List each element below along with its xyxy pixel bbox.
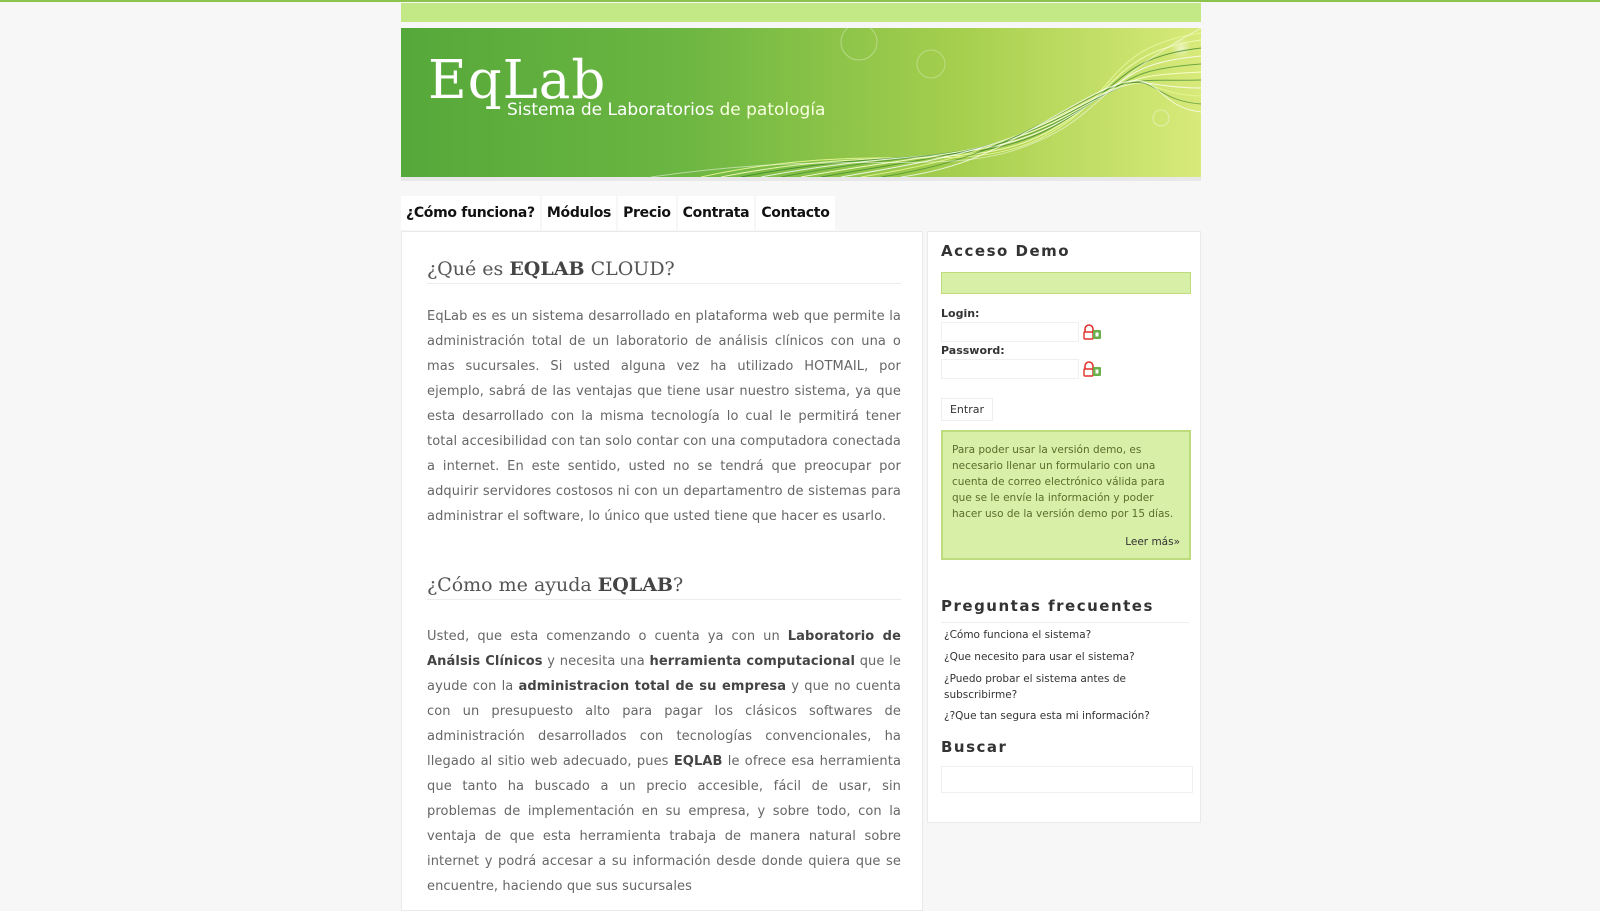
login-input[interactable] bbox=[941, 322, 1079, 342]
heading-que-es-post: CLOUD? bbox=[584, 258, 675, 280]
heading-como-ayuda-bold: EQLAB bbox=[597, 574, 673, 596]
demo-info-text: Para poder usar la versión demo, es necesario llenar un formulario con una cuenta de correo electrónico válida para que se le envíe la información y poder hacer uso de la versión demo por 15 días. bbox=[952, 444, 1174, 520]
faq-link-seguridad[interactable]: ¿?Que tan segura esta mi información? bbox=[944, 710, 1150, 722]
demo-info-box bbox=[941, 430, 1191, 560]
logo-subtitle-main: Sistema de Laboratorios bbox=[507, 100, 720, 120]
faq-link-que-necesito[interactable]: ¿Que necesito para usar el sistema? bbox=[944, 651, 1135, 663]
heading-como-ayuda-post: ? bbox=[673, 574, 684, 596]
help-text-1: Usted, que esta comenzando o cuenta ya con un bbox=[427, 629, 788, 644]
nav-como-funciona[interactable]: ¿Cómo funciona? bbox=[401, 196, 540, 230]
help-text-5: le ofrece esa herramienta que tanto ha buscado a un precio accesible, fácil de usar, sin problemas de implementación en su empresa, y sobre todo, con la ventaja de que esta herramienta trabaja de manera natural sobre internet y podrá accesar a su información desde donde quiera que se encuentre, haciendo que sus sucursales bbox=[427, 754, 902, 894]
faq-title: Preguntas frecuentes bbox=[941, 597, 1154, 615]
password-input[interactable] bbox=[941, 359, 1079, 379]
logo-title: EqLab bbox=[428, 50, 607, 111]
help-bold-4: EQLAB bbox=[673, 754, 723, 769]
password-lock-icon bbox=[1083, 361, 1103, 377]
enter-button[interactable]: Entrar bbox=[941, 398, 993, 421]
nav-contrata[interactable]: Contrata bbox=[678, 196, 755, 230]
logo-subtitle-tail: de patología bbox=[719, 100, 826, 120]
heading-como-ayuda bbox=[427, 574, 901, 600]
heading-como-ayuda-pre: ¿Cómo me ayuda bbox=[427, 574, 598, 596]
page-top-line bbox=[0, 0, 1600, 2]
help-bold-2: herramienta computacional bbox=[649, 654, 856, 669]
help-text-3: que le ayude con la bbox=[427, 654, 901, 694]
demo-status-bar bbox=[941, 272, 1191, 294]
heading-que-es-bold: EQLAB bbox=[509, 258, 585, 280]
help-text-2: y necesita una bbox=[542, 654, 650, 669]
sidebar bbox=[927, 231, 1201, 823]
faq-divider bbox=[941, 622, 1189, 623]
nav-contacto[interactable]: Contacto bbox=[756, 196, 834, 230]
faq-link-como-funciona[interactable]: ¿Cómo funciona el sistema? bbox=[944, 629, 1092, 641]
help-paragraph bbox=[427, 624, 901, 899]
login-lock-icon bbox=[1083, 324, 1103, 340]
top-green-bar bbox=[401, 3, 1201, 22]
password-label: Password: bbox=[941, 344, 1005, 357]
demo-access-title: Acceso Demo bbox=[941, 242, 1071, 260]
header-banner bbox=[401, 28, 1201, 181]
help-bold-1: Laboratorio de Análsis Clínicos bbox=[427, 629, 901, 669]
read-more-link[interactable]: Leer más» bbox=[1125, 536, 1180, 548]
help-bold-3: administracion total de su empresa bbox=[518, 679, 787, 694]
nav-modulos[interactable]: Módulos bbox=[542, 196, 616, 230]
main-content bbox=[401, 231, 923, 911]
nav-precio[interactable]: Precio bbox=[618, 196, 676, 230]
faq-link-puedo-probar[interactable]: ¿Puedo probar el sistema antes de subscribirme? bbox=[944, 673, 1126, 701]
search-title: Buscar bbox=[941, 738, 1008, 756]
heading-que-es bbox=[427, 258, 901, 284]
intro-paragraph: EqLab es es un sistema desarrollado en plataforma web que permite la administración total de un laboratorio de análisis clínicos con una o mas sucursales. Si usted alguna vez ha utilizado HOTMAIL, por ejemplo, sabrá de las ventajas que tiene usar nuestro sistema, ya que esta desarrollado con la misma tecnología lo cual le permitirá tener total accesibilidad con tan solo contar con una computadora conectada a internet. En este sentido, usted no se tendrá que preocupar por adquirir servidores costosos ni con un departamentro de sistemas para administrar el software, lo único que usted tiene que hacer es usarlo. bbox=[427, 309, 901, 524]
help-text-4: y que no cuenta con un presupuesto alto para pagar los clásicos softwares de administración desarrollados con tecnologías convencionales, ha llegado al sitio web adecuado, pues bbox=[427, 679, 901, 769]
login-label: Login: bbox=[941, 307, 980, 320]
heading-que-es-pre: ¿Qué es bbox=[427, 258, 510, 280]
logo-subtitle bbox=[507, 100, 825, 120]
search-input[interactable] bbox=[941, 766, 1193, 793]
main-nav bbox=[401, 196, 837, 230]
